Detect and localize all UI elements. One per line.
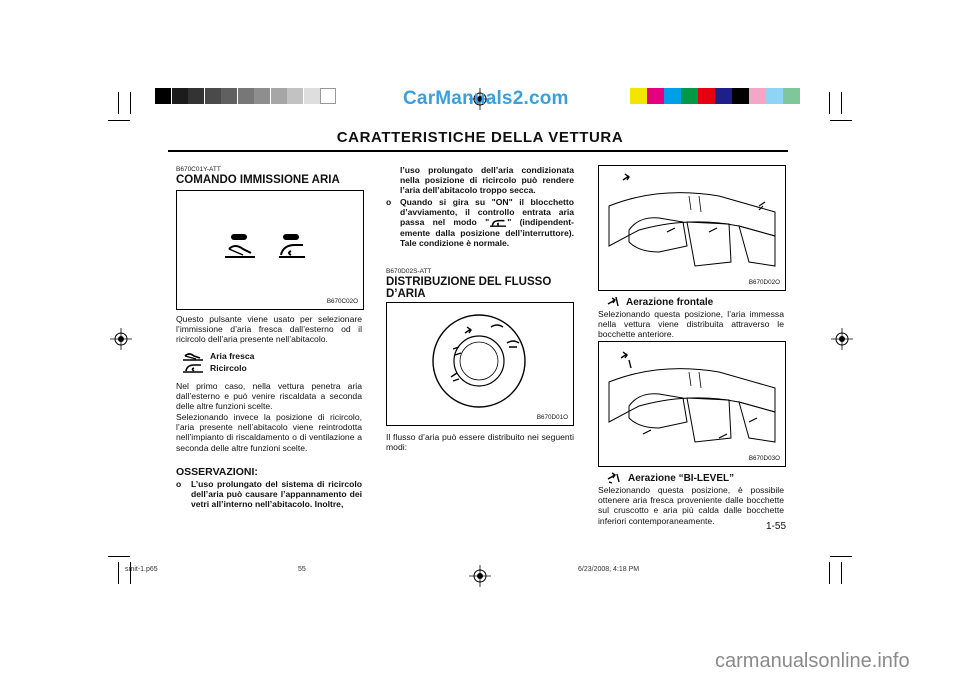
color-swatch	[766, 88, 783, 104]
mode1-row	[606, 296, 713, 308]
mode2-paragraph: Selezionando questa posizione, è possibile ottenere aria fresca proveniente dalle bocchette sul cruscotto e aria più calda dalle bocchette inferiori contemporaneamente.	[598, 485, 784, 526]
figure-code: B670D03O	[748, 455, 780, 462]
recirculation-icon	[489, 219, 507, 227]
gray-swatch	[172, 88, 188, 104]
bullet-marker: o	[386, 197, 392, 207]
note-1-continued: l’uso prolungato dell’aria condizionata nella posizione di ricircolo può rendere l’aria dell’abitacolo troppo secca.	[400, 165, 574, 196]
page-title: CARATTERISTICHE DELLA VETTURA	[336, 129, 624, 146]
color-swatch	[681, 88, 698, 104]
mode-dial-icon	[387, 303, 573, 425]
bi-level-icon	[606, 472, 622, 484]
fresh-air-icon	[182, 351, 204, 361]
color-swatch	[630, 88, 647, 104]
gray-swatch	[254, 88, 270, 104]
gray-swatch	[188, 88, 204, 104]
air-intake-switch-icon	[177, 191, 363, 309]
gray-swatch	[304, 88, 320, 104]
section-code: B670C01Y-ATT	[176, 166, 221, 173]
face-vent-icon	[606, 296, 620, 308]
crop-mark	[841, 562, 842, 584]
figure-code: B670C02O	[326, 298, 358, 305]
color-swatch	[698, 88, 715, 104]
section-heading: DISTRIBUZIONE DEL FLUSSO D’ARIA	[386, 276, 552, 300]
intro-paragraph: Questo pulsante viene usato per selezionare l’immissione d’aria fresca dall’esterno od il ricircolo dell’aria presente nell’abitacolo.	[176, 314, 362, 345]
note-2-text-b: " (indipendent-emente dalla posizione dell’interruttore). Tale condizione è normale.	[400, 217, 574, 248]
crop-mark	[830, 120, 852, 121]
dashboard-illustration	[599, 342, 785, 466]
figure-code: B670D02O	[748, 279, 780, 286]
recirculation-icon	[182, 363, 204, 373]
color-swatch	[749, 88, 766, 104]
figure-code: B670D01O	[536, 414, 568, 421]
distribution-paragraph: Il flusso d’aria può essere distribuito nei seguenti modi:	[386, 432, 574, 453]
color-swatch	[732, 88, 749, 104]
figure-airflow-dial	[386, 302, 574, 426]
fresh-air-label: Aria fresca	[210, 351, 255, 361]
fresh-air-paragraph: Nel primo caso, nella vettura penetra aria dall’esterno e può venire riscaldata a seconda delle altre funzioni scelte.	[176, 381, 362, 412]
note-2	[400, 197, 574, 248]
crop-mark	[118, 562, 119, 584]
watermark-logo[interactable]: CarManuals2.com	[403, 88, 569, 109]
gray-swatch	[238, 88, 254, 104]
color-swatch	[715, 88, 732, 104]
section-code: B670D02S-ATT	[386, 268, 432, 275]
crop-mark	[130, 92, 131, 114]
title-rule	[168, 150, 788, 152]
footer-filename: smit-1.p65	[125, 566, 158, 573]
fresh-air-row	[182, 351, 254, 361]
mode1-label: Aerazione frontale	[626, 296, 714, 308]
crop-mark	[829, 92, 830, 114]
note-1: L’uso prolungato del sistema di ricircolo dell’aria può causare l’appannamento dei vetri all’interno nell’abitacolo. Inoltre,	[191, 479, 362, 510]
figure-dashboard-front	[598, 165, 786, 291]
crop-mark	[118, 92, 119, 114]
notes-heading: OSSERVAZIONI:	[176, 466, 258, 478]
page-number: 1-55	[766, 521, 787, 532]
watermark-bottom[interactable]: carmanualsonline.info	[715, 650, 910, 672]
footer-page: 55	[298, 566, 306, 573]
registration-mark-icon	[831, 328, 853, 350]
note-2-text-a: Quando si gira su "ON" il blocchetto d’avviamento, il controllo entrata aria passa nel modo "	[400, 197, 574, 228]
mode2-row	[606, 472, 734, 484]
bullet-marker: o	[176, 479, 182, 489]
color-swatch	[647, 88, 664, 104]
color-swatch	[783, 88, 800, 104]
crop-mark	[830, 556, 852, 557]
footer-date: 6/23/2008, 4:18 PM	[578, 566, 640, 573]
color-swatch	[664, 88, 681, 104]
section-heading: COMANDO IMMISSIONE ARIA	[176, 174, 340, 186]
gray-swatch	[320, 88, 336, 104]
recirculation-label: Ricircolo	[210, 363, 247, 373]
figure-dashboard-bilevel	[598, 341, 786, 467]
gray-swatch	[221, 88, 237, 104]
crop-mark	[841, 92, 842, 114]
gray-swatch	[205, 88, 221, 104]
gray-swatch	[287, 88, 303, 104]
registration-mark-icon	[110, 328, 132, 350]
mode2-label: Aerazione “BI-LEVEL”	[628, 472, 735, 484]
gray-swatch	[155, 88, 171, 104]
figure-air-intake	[176, 190, 364, 310]
crop-mark	[108, 120, 130, 121]
recirculation-paragraph: Selezionando invece la posizione di ricircolo, l’aria presente nell’abitacolo viene reintrodotta nell’impianto di riscaldamento o di ventilazione a seconda delle altre funzioni scelte.	[176, 412, 362, 453]
gray-swatch	[271, 88, 287, 104]
dashboard-illustration	[599, 166, 785, 290]
mode1-paragraph: Selezionando questa posizione, l’aria immessa nella vettura viene distribuita attraverso le bocchette anteriore.	[598, 309, 784, 340]
crop-mark	[108, 556, 130, 557]
recirculation-row	[182, 363, 247, 373]
registration-mark-icon	[469, 565, 491, 587]
crop-mark	[829, 562, 830, 584]
